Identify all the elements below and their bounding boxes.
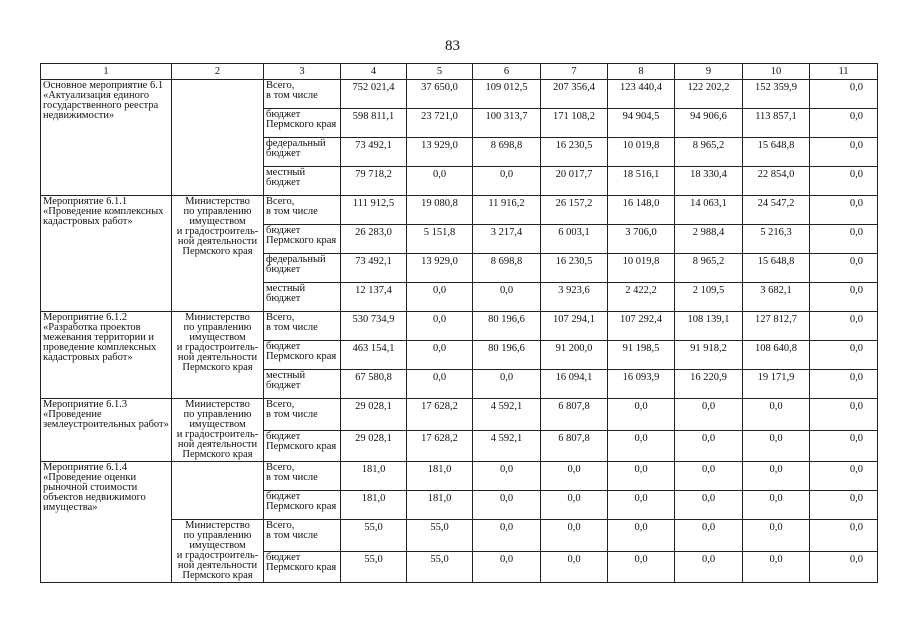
amount-cell: 12 137,4 xyxy=(341,283,407,312)
column-number-header: 10 xyxy=(743,64,810,80)
amount-cell: 0,0 xyxy=(743,399,810,431)
amount-cell: 91 198,5 xyxy=(608,341,675,370)
amount-cell: 0,0 xyxy=(675,551,743,583)
amount-cell: 24 547,2 xyxy=(743,196,810,225)
amount-cell: 152 359,9 xyxy=(743,80,810,109)
amount-cell: 19 171,9 xyxy=(743,370,810,399)
amount-cell: 0,0 xyxy=(675,491,743,520)
funding-source: бюджет Пермского края xyxy=(264,551,341,583)
amount-cell: 80 196,6 xyxy=(473,312,541,341)
amount-cell: 16 148,0 xyxy=(608,196,675,225)
amount-cell: 10 019,8 xyxy=(608,138,675,167)
amount-cell: 22 854,0 xyxy=(743,167,810,196)
executor-name: Министерство по управлению имуществом и градостроитель- ной деятельности Пермского края xyxy=(172,196,264,312)
executor-name: Министерство по управлению имуществом и градостроитель- ной деятельности Пермского края xyxy=(172,312,264,399)
header-row xyxy=(41,64,878,80)
funding-source: Всего, в том числе xyxy=(264,399,341,431)
amount-cell: 67 580,8 xyxy=(341,370,407,399)
amount-cell: 91 918,2 xyxy=(675,341,743,370)
amount-cell: 0,0 xyxy=(473,520,541,552)
amount-cell: 109 012,5 xyxy=(473,80,541,109)
amount-cell: 181,0 xyxy=(407,462,473,491)
amount-cell: 122 202,2 xyxy=(675,80,743,109)
amount-cell: 15 648,8 xyxy=(743,138,810,167)
funding-source: бюджет Пермского края xyxy=(264,491,341,520)
table-row xyxy=(41,312,878,341)
amount-cell: 107 294,1 xyxy=(541,312,608,341)
funding-source: Всего, в том числе xyxy=(264,462,341,491)
amount-cell: 0,0 xyxy=(608,520,675,552)
amount-cell: 181,0 xyxy=(341,491,407,520)
amount-cell: 55,0 xyxy=(341,551,407,583)
amount-cell: 3 682,1 xyxy=(743,283,810,312)
amount-cell: 0,0 xyxy=(810,80,878,109)
amount-cell: 11 916,2 xyxy=(473,196,541,225)
amount-cell: 207 356,4 xyxy=(541,80,608,109)
amount-cell: 2 988,4 xyxy=(675,225,743,254)
amount-cell: 55,0 xyxy=(341,520,407,552)
amount-cell: 598 811,1 xyxy=(341,109,407,138)
amount-cell: 0,0 xyxy=(810,462,878,491)
amount-cell: 0,0 xyxy=(541,551,608,583)
amount-cell: 0,0 xyxy=(541,462,608,491)
funding-source: бюджет Пермского края xyxy=(264,109,341,138)
amount-cell: 111 912,5 xyxy=(341,196,407,225)
funding-source: Всего, в том числе xyxy=(264,80,341,109)
amount-cell: 73 492,1 xyxy=(341,254,407,283)
amount-cell: 0,0 xyxy=(675,520,743,552)
amount-cell: 3 706,0 xyxy=(608,225,675,254)
amount-cell: 0,0 xyxy=(675,462,743,491)
amount-cell: 8 698,8 xyxy=(473,254,541,283)
amount-cell: 171 108,2 xyxy=(541,109,608,138)
amount-cell: 0,0 xyxy=(810,196,878,225)
activity-name: Мероприятие 6.1.4 «Проведение оценки рыночной стоимости объектов недвижимого имущества» xyxy=(41,462,172,583)
activity-name: Мероприятие 6.1.1 «Проведение комплексных кадастровых работ» xyxy=(41,196,172,312)
amount-cell: 3 217,4 xyxy=(473,225,541,254)
amount-cell: 94 906,6 xyxy=(675,109,743,138)
amount-cell: 10 019,8 xyxy=(608,254,675,283)
amount-cell: 181,0 xyxy=(407,491,473,520)
amount-cell: 0,0 xyxy=(810,491,878,520)
amount-cell: 37 650,0 xyxy=(407,80,473,109)
amount-cell: 0,0 xyxy=(407,312,473,341)
column-number-header: 6 xyxy=(473,64,541,80)
amount-cell: 0,0 xyxy=(810,551,878,583)
amount-cell: 94 904,5 xyxy=(608,109,675,138)
amount-cell: 8 965,2 xyxy=(675,138,743,167)
amount-cell: 19 080,8 xyxy=(407,196,473,225)
amount-cell: 55,0 xyxy=(407,520,473,552)
amount-cell: 107 292,4 xyxy=(608,312,675,341)
amount-cell: 0,0 xyxy=(743,491,810,520)
funding-source: местный бюджет xyxy=(264,167,341,196)
funding-source: федеральный бюджет xyxy=(264,254,341,283)
column-number-header: 3 xyxy=(264,64,341,80)
amount-cell: 108 139,1 xyxy=(675,312,743,341)
amount-cell: 18 516,1 xyxy=(608,167,675,196)
amount-cell: 0,0 xyxy=(473,491,541,520)
amount-cell: 14 063,1 xyxy=(675,196,743,225)
amount-cell: 0,0 xyxy=(608,430,675,462)
amount-cell: 0,0 xyxy=(608,491,675,520)
amount-cell: 0,0 xyxy=(810,520,878,552)
amount-cell: 0,0 xyxy=(743,430,810,462)
amount-cell: 0,0 xyxy=(810,167,878,196)
amount-cell: 2 422,2 xyxy=(608,283,675,312)
amount-cell: 16 230,5 xyxy=(541,138,608,167)
amount-cell: 91 200,0 xyxy=(541,341,608,370)
activity-name: Мероприятие 6.1.2 «Разработка проектов межевания территории и проведение комплексных кадастровых работ» xyxy=(41,312,172,399)
page-number: 83 xyxy=(445,38,460,54)
amount-cell: 17 628,2 xyxy=(407,399,473,431)
amount-cell: 0,0 xyxy=(473,283,541,312)
column-number-header: 9 xyxy=(675,64,743,80)
amount-cell: 0,0 xyxy=(608,551,675,583)
amount-cell: 80 196,6 xyxy=(473,341,541,370)
funding-source: бюджет Пермского края xyxy=(264,430,341,462)
amount-cell: 0,0 xyxy=(608,462,675,491)
amount-cell: 0,0 xyxy=(743,520,810,552)
amount-cell: 0,0 xyxy=(407,370,473,399)
amount-cell: 6 003,1 xyxy=(541,225,608,254)
amount-cell: 16 220,9 xyxy=(675,370,743,399)
amount-cell: 13 929,0 xyxy=(407,138,473,167)
funding-source: Всего, в том числе xyxy=(264,196,341,225)
amount-cell: 0,0 xyxy=(473,370,541,399)
executor-name xyxy=(172,80,264,196)
amount-cell: 0,0 xyxy=(473,462,541,491)
amount-cell: 16 230,5 xyxy=(541,254,608,283)
amount-cell: 0,0 xyxy=(810,341,878,370)
amount-cell: 13 929,0 xyxy=(407,254,473,283)
amount-cell: 18 330,4 xyxy=(675,167,743,196)
funding-source: Всего, в том числе xyxy=(264,312,341,341)
funding-source: местный бюджет xyxy=(264,283,341,312)
amount-cell: 0,0 xyxy=(407,283,473,312)
amount-cell: 0,0 xyxy=(743,551,810,583)
amount-cell: 181,0 xyxy=(341,462,407,491)
column-number-header: 11 xyxy=(810,64,878,80)
amount-cell: 0,0 xyxy=(810,399,878,431)
amount-cell: 6 807,8 xyxy=(541,430,608,462)
amount-cell: 0,0 xyxy=(810,430,878,462)
funding-source: бюджет Пермского края xyxy=(264,225,341,254)
amount-cell: 8 698,8 xyxy=(473,138,541,167)
amount-cell: 0,0 xyxy=(810,109,878,138)
table-row xyxy=(41,399,878,431)
column-number-header: 7 xyxy=(541,64,608,80)
funding-source: Всего, в том числе xyxy=(264,520,341,552)
amount-cell: 113 857,1 xyxy=(743,109,810,138)
amount-cell: 0,0 xyxy=(743,462,810,491)
activity-name: Мероприятие 6.1.3 «Проведение землеустроительных работ» xyxy=(41,399,172,462)
amount-cell: 29 028,1 xyxy=(341,399,407,431)
amount-cell: 20 017,7 xyxy=(541,167,608,196)
column-number-header: 5 xyxy=(407,64,473,80)
amount-cell: 6 807,8 xyxy=(541,399,608,431)
amount-cell: 123 440,4 xyxy=(608,80,675,109)
amount-cell: 752 021,4 xyxy=(341,80,407,109)
table-row xyxy=(41,80,878,109)
amount-cell: 463 154,1 xyxy=(341,341,407,370)
column-number-header: 8 xyxy=(608,64,675,80)
amount-cell: 15 648,8 xyxy=(743,254,810,283)
amount-cell: 2 109,5 xyxy=(675,283,743,312)
amount-cell: 108 640,8 xyxy=(743,341,810,370)
amount-cell: 0,0 xyxy=(810,370,878,399)
amount-cell: 26 157,2 xyxy=(541,196,608,225)
amount-cell: 5 151,8 xyxy=(407,225,473,254)
amount-cell: 0,0 xyxy=(608,399,675,431)
amount-cell: 73 492,1 xyxy=(341,138,407,167)
amount-cell: 0,0 xyxy=(473,551,541,583)
amount-cell: 16 093,9 xyxy=(608,370,675,399)
amount-cell: 26 283,0 xyxy=(341,225,407,254)
amount-cell: 0,0 xyxy=(473,167,541,196)
amount-cell: 0,0 xyxy=(407,341,473,370)
executor-name xyxy=(172,462,264,520)
amount-cell: 0,0 xyxy=(810,138,878,167)
funding-table xyxy=(40,63,878,583)
amount-cell: 4 592,1 xyxy=(473,430,541,462)
amount-cell: 4 592,1 xyxy=(473,399,541,431)
amount-cell: 16 094,1 xyxy=(541,370,608,399)
funding-source: федеральный бюджет xyxy=(264,138,341,167)
amount-cell: 0,0 xyxy=(810,312,878,341)
amount-cell: 0,0 xyxy=(675,430,743,462)
amount-cell: 0,0 xyxy=(541,520,608,552)
amount-cell: 530 734,9 xyxy=(341,312,407,341)
executor-name: Министерство по управлению имуществом и градостроитель- ной деятельности Пермского края xyxy=(172,520,264,583)
funding-source: местный бюджет xyxy=(264,370,341,399)
amount-cell: 17 628,2 xyxy=(407,430,473,462)
amount-cell: 127 812,7 xyxy=(743,312,810,341)
amount-cell: 55,0 xyxy=(407,551,473,583)
amount-cell: 0,0 xyxy=(675,399,743,431)
column-number-header: 4 xyxy=(341,64,407,80)
executor-name: Министерство по управлению имуществом и градостроитель- ной деятельности Пермского края xyxy=(172,399,264,462)
amount-cell: 5 216,3 xyxy=(743,225,810,254)
table-row xyxy=(41,462,878,491)
amount-cell: 0,0 xyxy=(810,283,878,312)
column-number-header: 2 xyxy=(172,64,264,80)
amount-cell: 0,0 xyxy=(407,167,473,196)
amount-cell: 0,0 xyxy=(810,225,878,254)
amount-cell: 0,0 xyxy=(810,254,878,283)
amount-cell: 0,0 xyxy=(541,491,608,520)
amount-cell: 8 965,2 xyxy=(675,254,743,283)
funding-source: бюджет Пермского края xyxy=(264,341,341,370)
table-row xyxy=(41,196,878,225)
column-number-header: 1 xyxy=(41,64,172,80)
amount-cell: 23 721,0 xyxy=(407,109,473,138)
amount-cell: 3 923,6 xyxy=(541,283,608,312)
activity-name: Основное мероприятие 6.1 «Актуализация единого государственного реестра недвижимости» xyxy=(41,80,172,196)
amount-cell: 29 028,1 xyxy=(341,430,407,462)
amount-cell: 79 718,2 xyxy=(341,167,407,196)
amount-cell: 100 313,7 xyxy=(473,109,541,138)
